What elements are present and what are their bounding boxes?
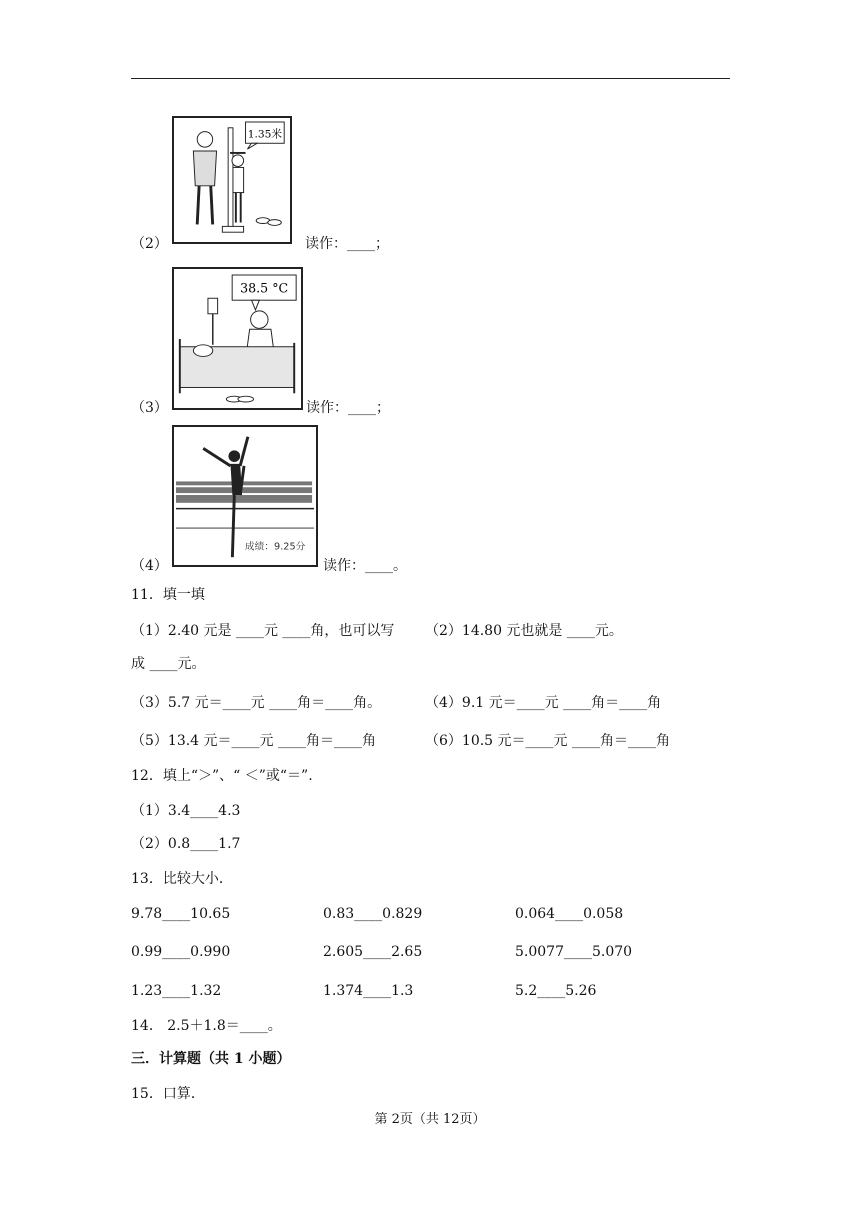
page-footer: 第 2页（共 12页）: [374, 1112, 486, 1127]
q12-item1: （1）3.4____4.3: [131, 803, 241, 819]
q11-item6: （6）10.5 元＝____元 ____角＝____角: [425, 733, 670, 749]
q14-text: 14． 2.5＋1.8＝____。: [131, 1018, 282, 1034]
q10-item2-number: （2）: [131, 236, 168, 252]
q13-title: 13．比较大小．: [131, 871, 233, 887]
temperature-illustration: [172, 267, 303, 410]
q12-title: 12．填上“＞”、“ ＜”或“＝”.: [131, 768, 313, 784]
q13-r3c2: 1.374____1.3: [323, 983, 414, 999]
q10-item3-number: （3）: [131, 400, 168, 416]
q13-r1c1: 9.78____10.65: [131, 906, 231, 922]
q10-item3-read: 读作：____；: [306, 400, 390, 416]
temperature-bubble-label: 38.5 °C: [240, 280, 289, 296]
q11-item3: （3）5.7 元＝____元 ____角＝____角。: [131, 695, 382, 711]
q13-r2c2: 2.605____2.65: [323, 944, 423, 960]
score-label: 成绩：9.25分: [244, 541, 306, 553]
q11-item2: （2）14.80 元也就是 ____元。: [425, 623, 623, 639]
gymnastics-illustration: [172, 425, 318, 567]
q11-item1: （1）2.40 元是 ____元 ____角，也可以写: [131, 623, 395, 639]
height-bubble-label: 1.35米: [247, 127, 283, 141]
q11-item5: （5）13.4 元＝____元 ____角＝____角: [131, 733, 376, 749]
header-rule: [131, 78, 730, 79]
height-measure-illustration: [172, 116, 292, 244]
q11-title: 11．填一填: [131, 587, 205, 603]
q13-r2c1: 0.99____0.990: [131, 944, 231, 960]
q12-item2: （2）0.8____1.7: [131, 836, 241, 852]
q10-item4-number: （4）: [131, 558, 168, 574]
q10-item4-read: 读作：____。: [323, 558, 407, 574]
q13-r1c2: 0.83____0.829: [323, 906, 423, 922]
q13-r3c1: 1.23____1.32: [131, 983, 222, 999]
q13-r1c3: 0.064____0.058: [515, 906, 624, 922]
q11-item1-continued: 成 ____元。: [131, 656, 206, 672]
q10-item2-read: 读作：____；: [305, 236, 389, 252]
q15-text: 15．口算．: [131, 1086, 205, 1102]
q13-r2c3: 5.0077____5.070: [515, 944, 633, 960]
section3-title: 三．计算题（共 1 小题）: [131, 1051, 291, 1067]
q11-item4: （4）9.1 元＝____元 ____角＝____角: [425, 695, 662, 711]
q13-r3c3: 5.2____5.26: [515, 983, 597, 999]
